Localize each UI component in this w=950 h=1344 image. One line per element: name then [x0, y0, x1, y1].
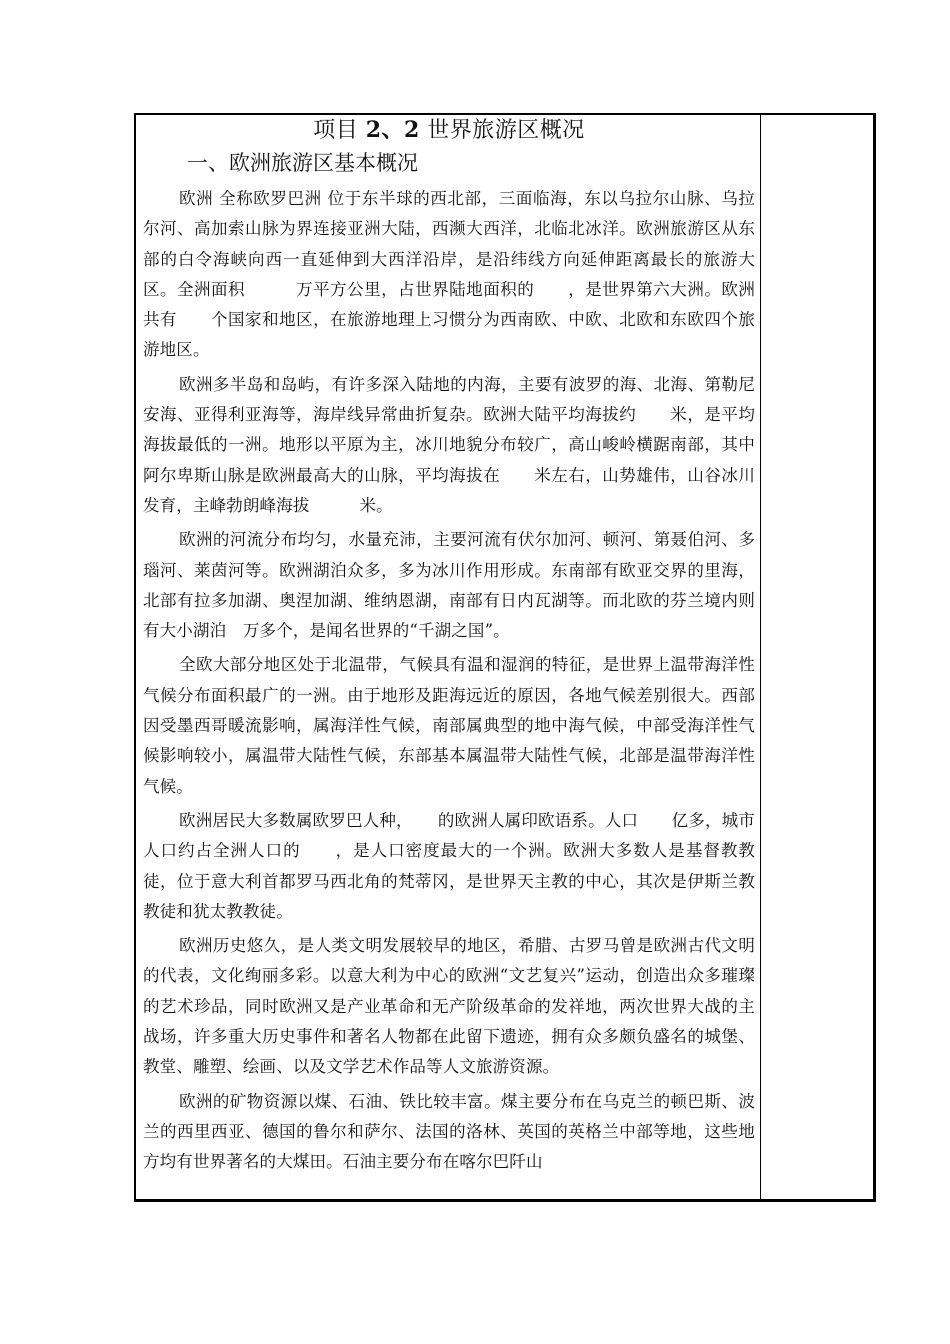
paragraph-terrain: 欧洲多半岛和岛屿，有许多深入陆地的内海，主要有波罗的海、北海、第勒尼安海、亚得利亚海等，海岸线异常曲折复杂。欧洲大陆平均海拔约 米，是平均海拔最低的一洲。地形以平原为主，冰川地貌分布较广，高山峻岭横踞南部，其中阿尔卑斯山脉是欧洲最高大的山脉，平均海拔在 米左右，山势雄伟，山谷冰川发育，主峰勃朗峰海拔 米。 — [143, 374, 755, 515]
column-divider — [760, 113, 761, 1202]
title-number: 2、2 — [365, 117, 420, 143]
paragraph-population: 欧洲居民大多数属欧罗巴人种， 的欧洲人属印欧语系。人口 亿多，城市人口约占全洲人口的 ，是人口密度最大的一个洲。欧洲大多数人是基督教教徒，位于意大利首都罗马西北角的梵蒂冈，是世界天主教的中心，其次是伊斯兰教教徒和犹太教教徒。 — [143, 810, 755, 921]
paragraph-location: 欧洲 全称欧罗巴洲 位于东半球的西北部，三面临海，东以乌拉尔山脉、乌拉尔河、高加索山脉为界连接亚洲大陆，西濒大西洋，北临北冰洋。欧洲旅游区从东部的白令海峡向西一直延伸到大西洋沿岸，是沿纬线方向延伸距离最长的旅游大区。全洲面积 万平方公里，占世界陆地面积的 ，是世界第六大洲。欧洲共有 个国家和地区，在旅游地理上习惯分为西南欧、中欧、北欧和东欧四个旅游地区。 — [143, 189, 755, 360]
section-heading: 一、欧洲旅游区基本概况 — [187, 151, 418, 175]
page-title — [143, 115, 755, 146]
paragraph-rivers-lakes: 欧洲的河流分布均匀，水量充沛，主要河流有伏尔加河、顿河、第聂伯河、多瑙河、莱茵河等。欧洲湖泊众多，多为冰川作用形成。东南部有欧亚交界的里海，北部有拉多加湖、奥涅加湖、维纳恩湖，南部有日内瓦湖等。而北欧的芬兰境内则有大小湖泊 万多个，是闻名世界的“千湖之国”。 — [143, 530, 755, 641]
paragraph-resources: 欧洲的矿物资源以煤、石油、铁比较丰富。煤主要分布在乌克兰的顿巴斯、波兰的西里西亚、德国的鲁尔和萨尔、法国的洛林、英国的英格兰中部等地，这些地方均有世界著名的大煤田。石油主要分布在喀尔巴阡山 — [143, 1091, 755, 1172]
paragraph-history: 欧洲历史悠久，是人类文明发展较早的地区，希腊、古罗马曾是欧洲古代文明的代表，文化绚丽多彩。以意大利为中心的欧洲“文艺复兴”运动，创造出众多璀璨的艺术珍品，同时欧洲又是产业革命和无产阶级革命的发祥地，两次世界大战的主战场，许多重大历史事件和著名人物都在此留下遗迹，拥有众多颇负盛名的城堡、教堂、雕塑、绘画、以及文学艺术作品等人文旅游资源。 — [143, 936, 755, 1077]
title-prefix: 项目 — [313, 118, 366, 143]
document-content — [143, 113, 755, 1178]
paragraph-climate: 全欧大部分地区处于北温带，气候具有温和湿润的特征，是世界上温带海洋性气候分布面积最广的一洲。由于地形及距海远近的原因，各地气候差别很大。西部因受墨西哥暖流影响，属海洋性气候，南部属典型的地中海气候，中部受海洋性气候影响较小，属温带大陆性气候，东部基本属温带大陆性气候，北部是温带海洋性气候。 — [143, 655, 755, 796]
title-suffix: 世界旅游区概况 — [419, 118, 585, 143]
